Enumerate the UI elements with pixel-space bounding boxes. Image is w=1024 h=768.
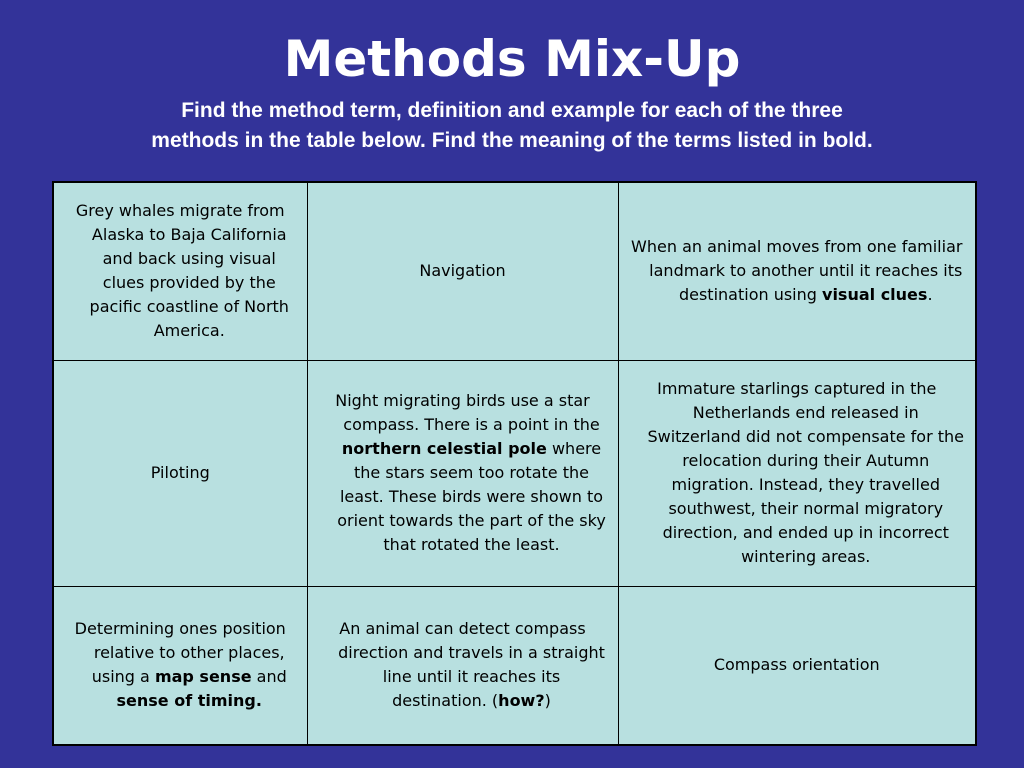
table-cell (53, 360, 307, 586)
bold-term: sense of timing. (116, 691, 262, 711)
subtitle-line-1: Find the method term, definition and example for each of the three (181, 99, 843, 122)
slide-subtitle (40, 96, 984, 156)
cell-text (631, 235, 966, 307)
table-cell (307, 586, 618, 745)
text-run: Night migrating birds use a star compass. There is a point in the (335, 391, 600, 434)
text-run: Determining ones position relative to other places, using a (74, 619, 286, 687)
text-run: where the stars seem too rotate the least. These birds were shown to orient towards the part of the sky that rotated the least. (337, 439, 606, 554)
cell-text: Piloting (150, 463, 210, 482)
table-row (53, 586, 976, 745)
text-run: ) (544, 691, 551, 711)
text-run: An animal can detect compass direction and travels in a straight line until it reaches its destination. ( (338, 619, 605, 711)
slide-title: Methods Mix-Up (283, 30, 741, 88)
bold-term: northern celestial pole (341, 439, 547, 458)
cell-text (74, 617, 297, 713)
cell-text: Immature starlings captured in the Netherlands end released in Switzerland did not compensate for the relocation during their Autumn migration. Instead, they travelled southwest, their normal migratory direction, and ended up in incorrect wintering areas. (647, 379, 965, 566)
table-cell (53, 182, 307, 360)
table-row (53, 360, 976, 586)
table-cell (618, 586, 976, 745)
text-run: When an animal moves from one familiar landmark to another until it reaches its destination using (631, 237, 963, 305)
cell-text (336, 389, 608, 557)
cell-text: Navigation (419, 261, 506, 281)
bold-term: visual clues (822, 285, 928, 305)
bold-term: how? (498, 691, 545, 711)
bold-term: map sense (154, 667, 252, 687)
cell-text: Grey whales migrate from Alaska to Baja California and back using visual clues provided by the pacific coastline of North America. (75, 201, 289, 341)
text-run: and (251, 667, 287, 687)
table-row (53, 182, 976, 360)
table-cell (307, 360, 618, 586)
table-cell (618, 360, 976, 586)
subtitle-line-2: methods in the table below. Find the meaning of the terms listed in bold. (151, 129, 873, 152)
methods-table (52, 181, 977, 746)
cell-text (336, 617, 608, 713)
table-cell (618, 182, 976, 360)
table-cell (53, 586, 307, 745)
table-cell (307, 182, 618, 360)
text-run: . (927, 285, 933, 305)
cell-text: Compass orientation (713, 655, 880, 675)
